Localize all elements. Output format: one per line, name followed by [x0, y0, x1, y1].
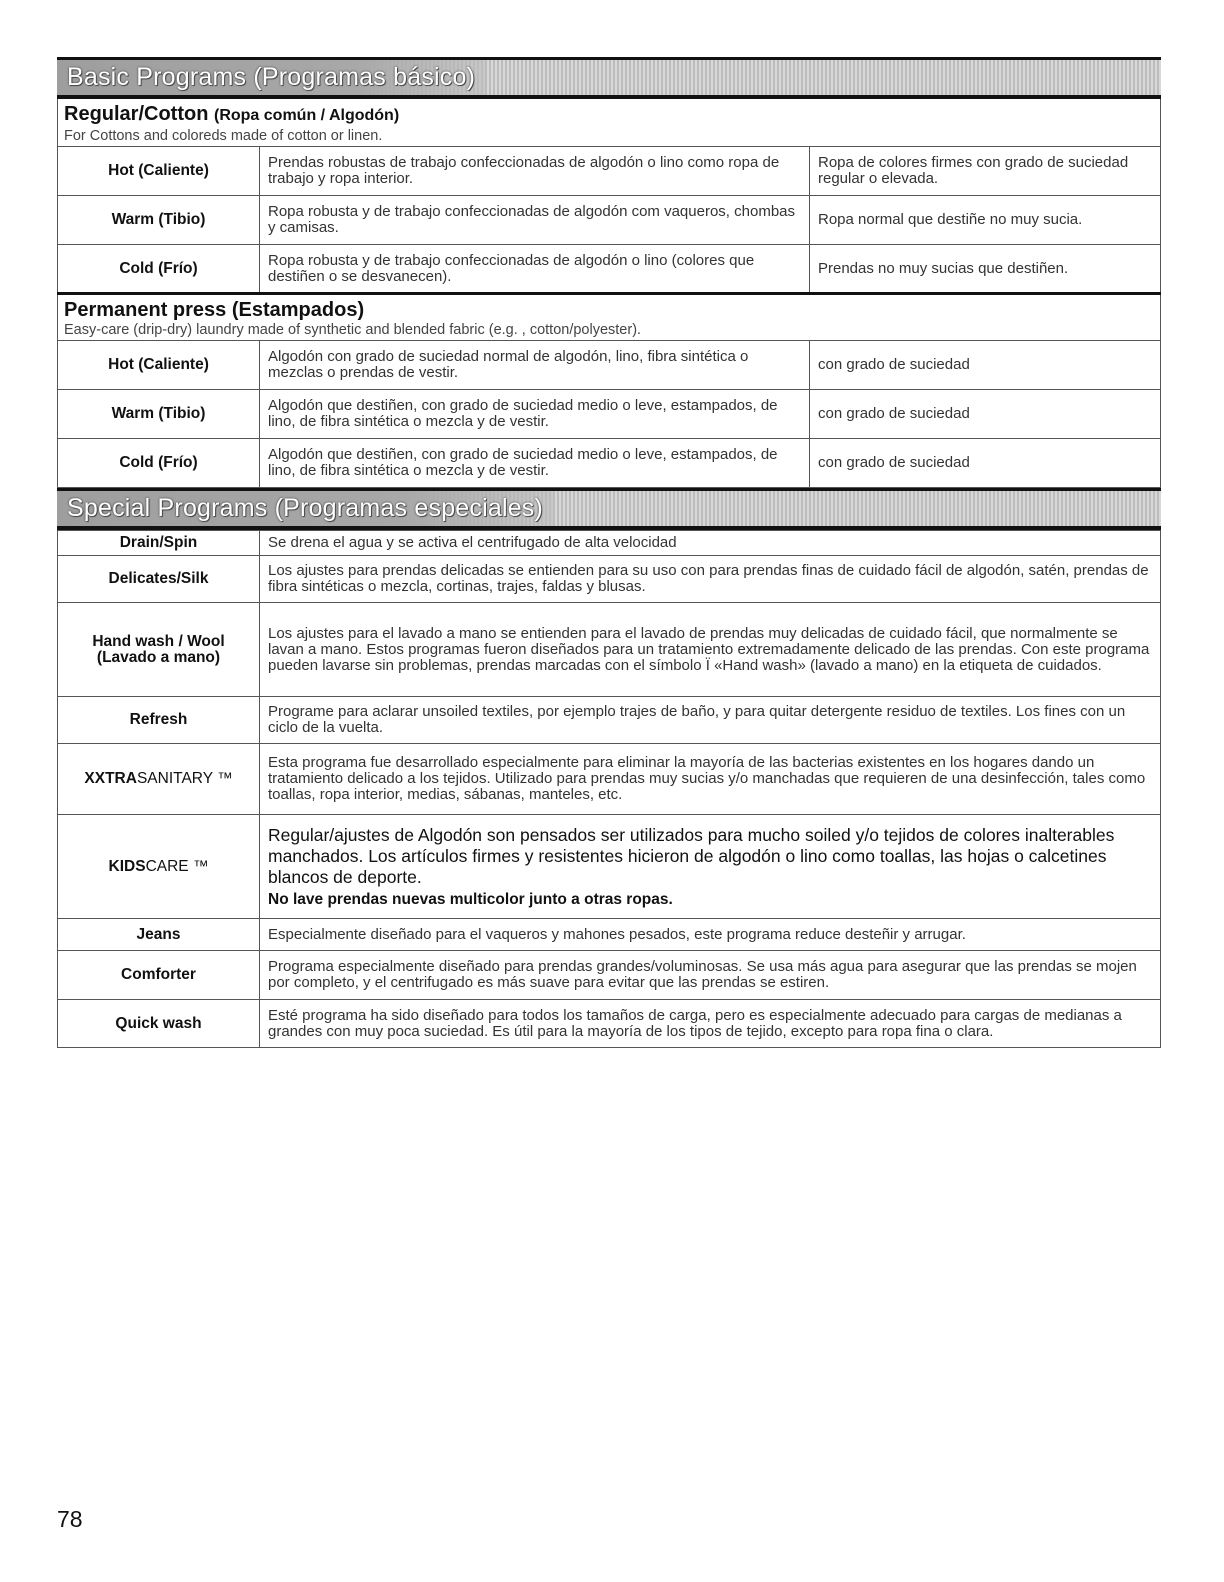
table-row	[58, 439, 1161, 488]
garment-description: Algodón con grado de suciedad normal de algodón, lino, fibra sintética o mezclas o prendas de vestir.	[260, 341, 810, 390]
basic-programs-title: Basic Programs (Programas básico)	[57, 60, 485, 95]
regular-cotton-section	[57, 99, 1161, 146]
soil-description: con grado de suciedad	[810, 341, 1161, 390]
table-row	[58, 341, 1161, 390]
temp-label: Cold (Frío)	[58, 245, 260, 294]
page-number: 78	[57, 1506, 83, 1532]
table-row	[58, 744, 1161, 815]
program-description: Programa especialmente diseñado para prendas grandes/voluminosas. Se usa más agua para asegurar que las prendas se mojen por completo, y el centrifugado es más suave para evitar que las prendas se estiren.	[260, 951, 1161, 1000]
table-row	[58, 1000, 1161, 1048]
permanent-press-title: Permanent press (Estampados)	[64, 299, 365, 321]
garment-description: Prendas robustas de trabajo confeccionadas de algodón o lino como ropa de trabajo y ropa interior.	[260, 147, 810, 196]
program-name: Quick wash	[58, 1000, 260, 1048]
table-row	[58, 919, 1161, 951]
regular-cotton-table	[57, 146, 1161, 295]
program-description: Esta programa fue desarrollado especialmente para eliminar la mayoría de las bacterias existentes en los hogares dando un tratamiento delicado a los tejidos. Utilizado para prendas muy sucias y/o manchadas que requieren de una desinfección, tales como toallas, ropa interior, medias, sábanas, manteles, etc.	[260, 744, 1161, 815]
permanent-press-description: Easy-care (drip-dry) laundry made of synthetic and blended fabric (e.g. , cotton/polyester).	[64, 322, 642, 338]
soil-description: Prendas no muy sucias que destiñen.	[810, 245, 1161, 294]
program-description: Se drena el agua y se activa el centrifugado de alta velocidad	[260, 531, 1161, 556]
special-programs-title: Special Programs (Programas especiales)	[57, 491, 553, 526]
program-name: Delicates/Silk	[58, 556, 260, 603]
garment-description: Algodón que destiñen, con grado de suciedad medio o leve, estampados, de lino, de fibra sintética o mezcla y de vestir.	[260, 439, 810, 488]
regular-cotton-title: Regular/Cotton (Ropa común / Algodón)	[64, 103, 400, 125]
program-description	[260, 815, 1161, 919]
table-row	[58, 556, 1161, 603]
program-name: Hand wash / Wool (Lavado a mano)	[58, 603, 260, 697]
temp-label: Warm (Tibio)	[58, 196, 260, 245]
permanent-press-section	[57, 295, 1161, 340]
special-programs-banner	[57, 488, 1161, 530]
table-row	[58, 815, 1161, 919]
program-name: KIDSCARE ™	[58, 815, 260, 919]
soil-description: con grado de suciedad	[810, 439, 1161, 488]
soil-description: con grado de suciedad	[810, 390, 1161, 439]
temp-label: Hot (Caliente)	[58, 147, 260, 196]
special-programs-table	[57, 530, 1161, 1048]
table-row	[58, 245, 1161, 294]
table-row	[58, 531, 1161, 556]
temp-label: Cold (Frío)	[58, 439, 260, 488]
basic-programs-banner	[57, 57, 1161, 99]
temp-label: Hot (Caliente)	[58, 341, 260, 390]
kidscare-note: No lave prendas nuevas multicolor junto a otras ropas.	[268, 891, 673, 908]
garment-description: Ropa robusta y de trabajo confeccionadas de algodón com vaqueros, chombas y camisas.	[260, 196, 810, 245]
garment-description: Ropa robusta y de trabajo confeccionadas de algodón o lino (colores que destiñen o se desvanecen).	[260, 245, 810, 294]
regular-cotton-description: For Cottons and coloreds made of cotton or linen.	[64, 128, 383, 144]
table-row	[58, 147, 1161, 196]
program-name: Comforter	[58, 951, 260, 1000]
permanent-press-table	[57, 340, 1161, 488]
table-row	[58, 603, 1161, 697]
program-name: XXTRASANITARY ™	[58, 744, 260, 815]
program-description: Los ajustes para prendas delicadas se entienden para su uso con para prendas finas de cuidado fácil de algodón, satén, prendas de fibra sintéticas o mezcla, cortinas, trajes, faldas y blusas.	[260, 556, 1161, 603]
program-description: Programe para aclarar unsoiled textiles, por ejemplo trajes de baño, y para quitar detergente residuo de textiles. Los fines con un ciclo de la vuelta.	[260, 697, 1161, 744]
program-description: Los ajustes para el lavado a mano se entienden para el lavado de prendas muy delicadas de cuidado fácil, que normalmente se lavan a mano. Estos programas fueron diseñados para un tratamiento extremadamente delicado de las prendas. Con este programa pueden lavarse sin problemas, prendas marcadas con el símbolo Ï «Hand wash» (lavado a mano) en la etiqueta de cuidados.	[260, 603, 1161, 697]
table-row	[58, 196, 1161, 245]
table-row	[58, 390, 1161, 439]
program-name: Refresh	[58, 697, 260, 744]
program-description: Esté programa ha sido diseñado para todos los tamaños de carga, pero es especialmente adecuado para cargas de medianas a grandes con muy poca suciedad. Es útil para la mayoría de los tipos de tejido, excepto para ropa fina o clara.	[260, 1000, 1161, 1048]
soil-description: Ropa de colores firmes con grado de suciedad regular o elevada.	[810, 147, 1161, 196]
program-name: Jeans	[58, 919, 260, 951]
program-name: Drain/Spin	[58, 531, 260, 556]
garment-description: Algodón que destiñen, con grado de suciedad medio o leve, estampados, de lino, de fibra sintética o mezcla y de vestir.	[260, 390, 810, 439]
soil-description: Ropa normal que destiñe no muy sucia.	[810, 196, 1161, 245]
table-row	[58, 697, 1161, 744]
document-page	[57, 57, 1161, 1048]
table-row	[58, 951, 1161, 1000]
program-description: Especialmente diseñado para el vaqueros y mahones pesados, este programa reduce desteñir y arrugar.	[260, 919, 1161, 951]
kidscare-description: Regular/ajustes de Algodón son pensados ser utilizados para mucho soiled y/o tejidos de colores inalterables manchados. Los artículos firmes y resistentes hicieron de algodón o lino como toallas, las hojas o calcetines blancos de deporte.	[268, 825, 1115, 887]
temp-label: Warm (Tibio)	[58, 390, 260, 439]
